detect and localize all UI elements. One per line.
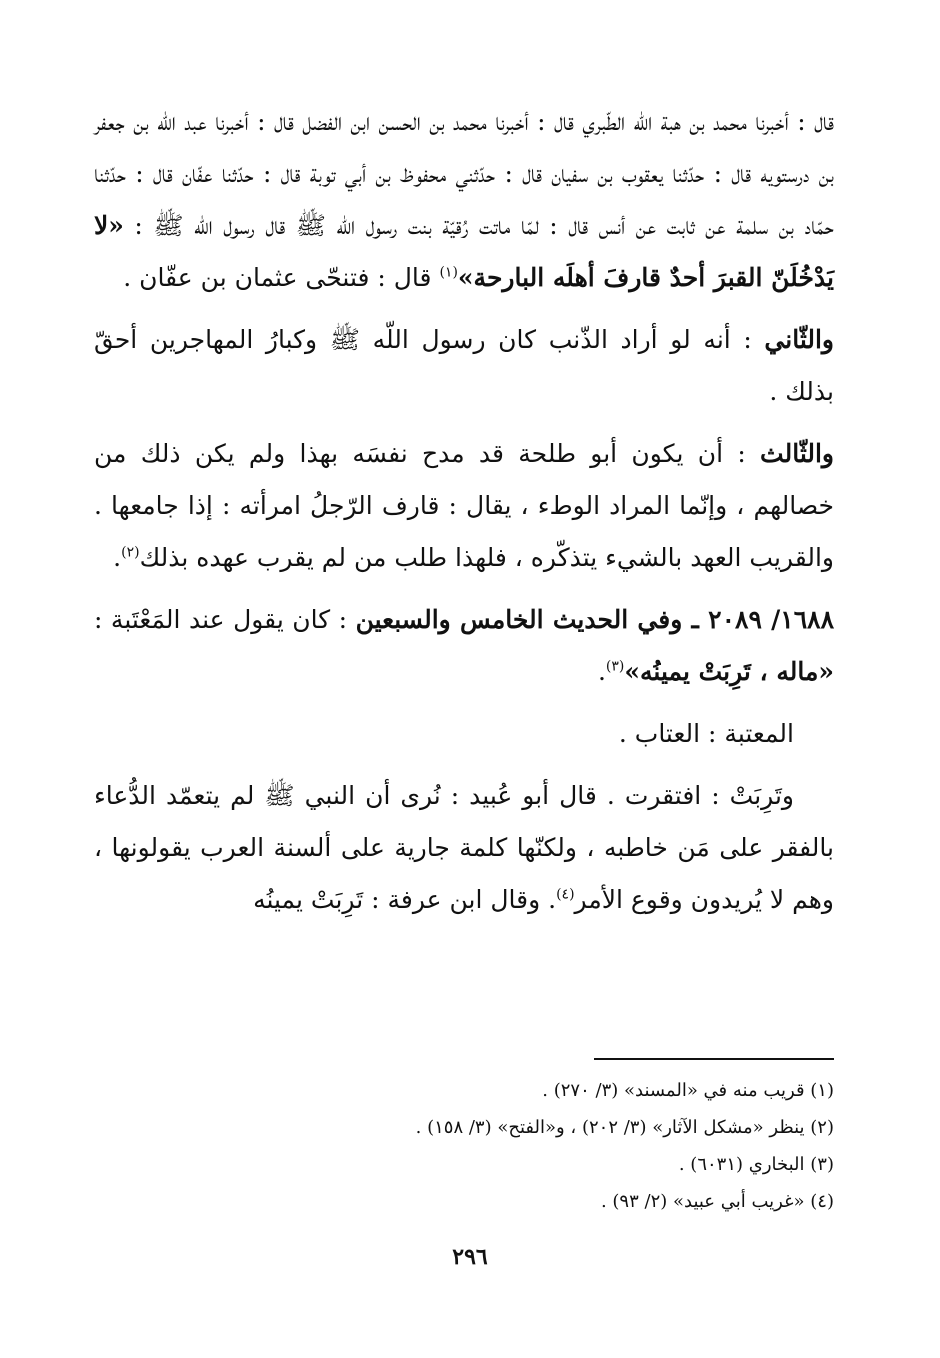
second-lead: والثّاني xyxy=(764,325,834,354)
third-lead: والثّالث xyxy=(760,439,834,468)
hadith-end: . xyxy=(597,657,606,686)
explanation-text: وتَرِبَتْ : افتقرت . قال أبو عُبيد : نُرى أن النبي ﷺ لم يتعمّد الدُّعاء بالفقر على مَن خاطبه ، ولكنّها كلمة جارية على ألسنة العرب يقولونها ، وهم لا يُريدون وقوع الأمر xyxy=(94,781,834,914)
footnote-ref-4: (٤) xyxy=(556,886,575,903)
footnote-ref-1: (١) xyxy=(439,264,458,281)
hadith-75-quote: «ماله ، تَرِبَتْ يمينُه» xyxy=(624,657,834,686)
hadith-text: : كان يقول عند المَعْتَبة : xyxy=(94,605,356,634)
second-text: : أنه لو أراد الذّنب كان رسول اللّه ﷺ وكبارُ المهاجرين أحقّ بذلك . xyxy=(94,325,834,406)
explanation-end: . وقال ابن عرفة : تَرِبَتْ يمينُه xyxy=(253,885,557,914)
main-text xyxy=(94,96,834,936)
paragraph-definition xyxy=(94,708,834,760)
page-number: ٢٩٦ xyxy=(452,1244,488,1270)
footnote-1: (١) قريب منه في «المسند» (٣/ ٢٧٠) . xyxy=(542,1080,834,1101)
paragraph-isnad xyxy=(94,96,834,304)
paragraph-hadith-75 xyxy=(94,594,834,698)
footnote-separator xyxy=(594,1058,834,1060)
footnote-4: (٤) «غريب أبي عبيد» (٢/ ٩٣) . xyxy=(600,1191,834,1212)
hadith-heading: ١٦٨٨/ ٢٠٨٩ ـ وفي الحديث الخامس والسبعين xyxy=(355,605,834,634)
footnotes xyxy=(94,1072,834,1220)
isnad-end: قال : فتنحّى عثمان بن عفّان . xyxy=(123,263,440,292)
paragraph-third xyxy=(94,428,834,584)
third-end: . xyxy=(113,543,122,572)
definition-text: المعتبة : العتاب . xyxy=(618,719,794,748)
isnad-text: قال : أخبرنا محمد بن هبة اللّه الطّبري قال : أخبرنا محمد بن الحسن ابن الفضل قال : أخبرنا عبد اللّه بن جعفر بن درستويه قال : حدّثنا يعقوب بن سفيان قال : حدّثني محفوظ بن أبي توبة قال : حدّثنا عفّان قال : حدّثنا حمّاد بن سلمة عن ثابت عن أنس قال : لمّا ماتت رُقيّة بنت رسول اللّه ﷺ قال رسول اللّه ﷺ : xyxy=(94,107,834,240)
paragraph-explanation xyxy=(94,770,834,926)
hadith-quote: «لا يَدْخُلَنّ القبرَ أحدٌ قارفَ أهلَه البارحة» xyxy=(94,211,834,292)
footnote-ref-3: (٣) xyxy=(605,658,625,675)
third-text: : أن يكون أبو طلحة قد مدح نفسَه بهذا ولم يكن ذلك من خصالهم ، وإنّما المراد الوطء ، يقال : قارف الرّجلُ امرأته : إذا جامعها . والقريب العهد بالشيء يتذكّره ، فلهذا طلب من لم يقرب عهده بذلك xyxy=(94,439,834,572)
paragraph-second xyxy=(94,314,834,418)
footnote-ref-2: (٢) xyxy=(121,544,140,561)
footnote-2: (٢) ينظر «مشكل الآثار» (٣/ ٢٠٢) ، و«الفتح» (٣/ ١٥٨) . xyxy=(415,1117,834,1138)
footnote-3: (٣) البخاري (٦٠٣١) . xyxy=(678,1154,834,1175)
